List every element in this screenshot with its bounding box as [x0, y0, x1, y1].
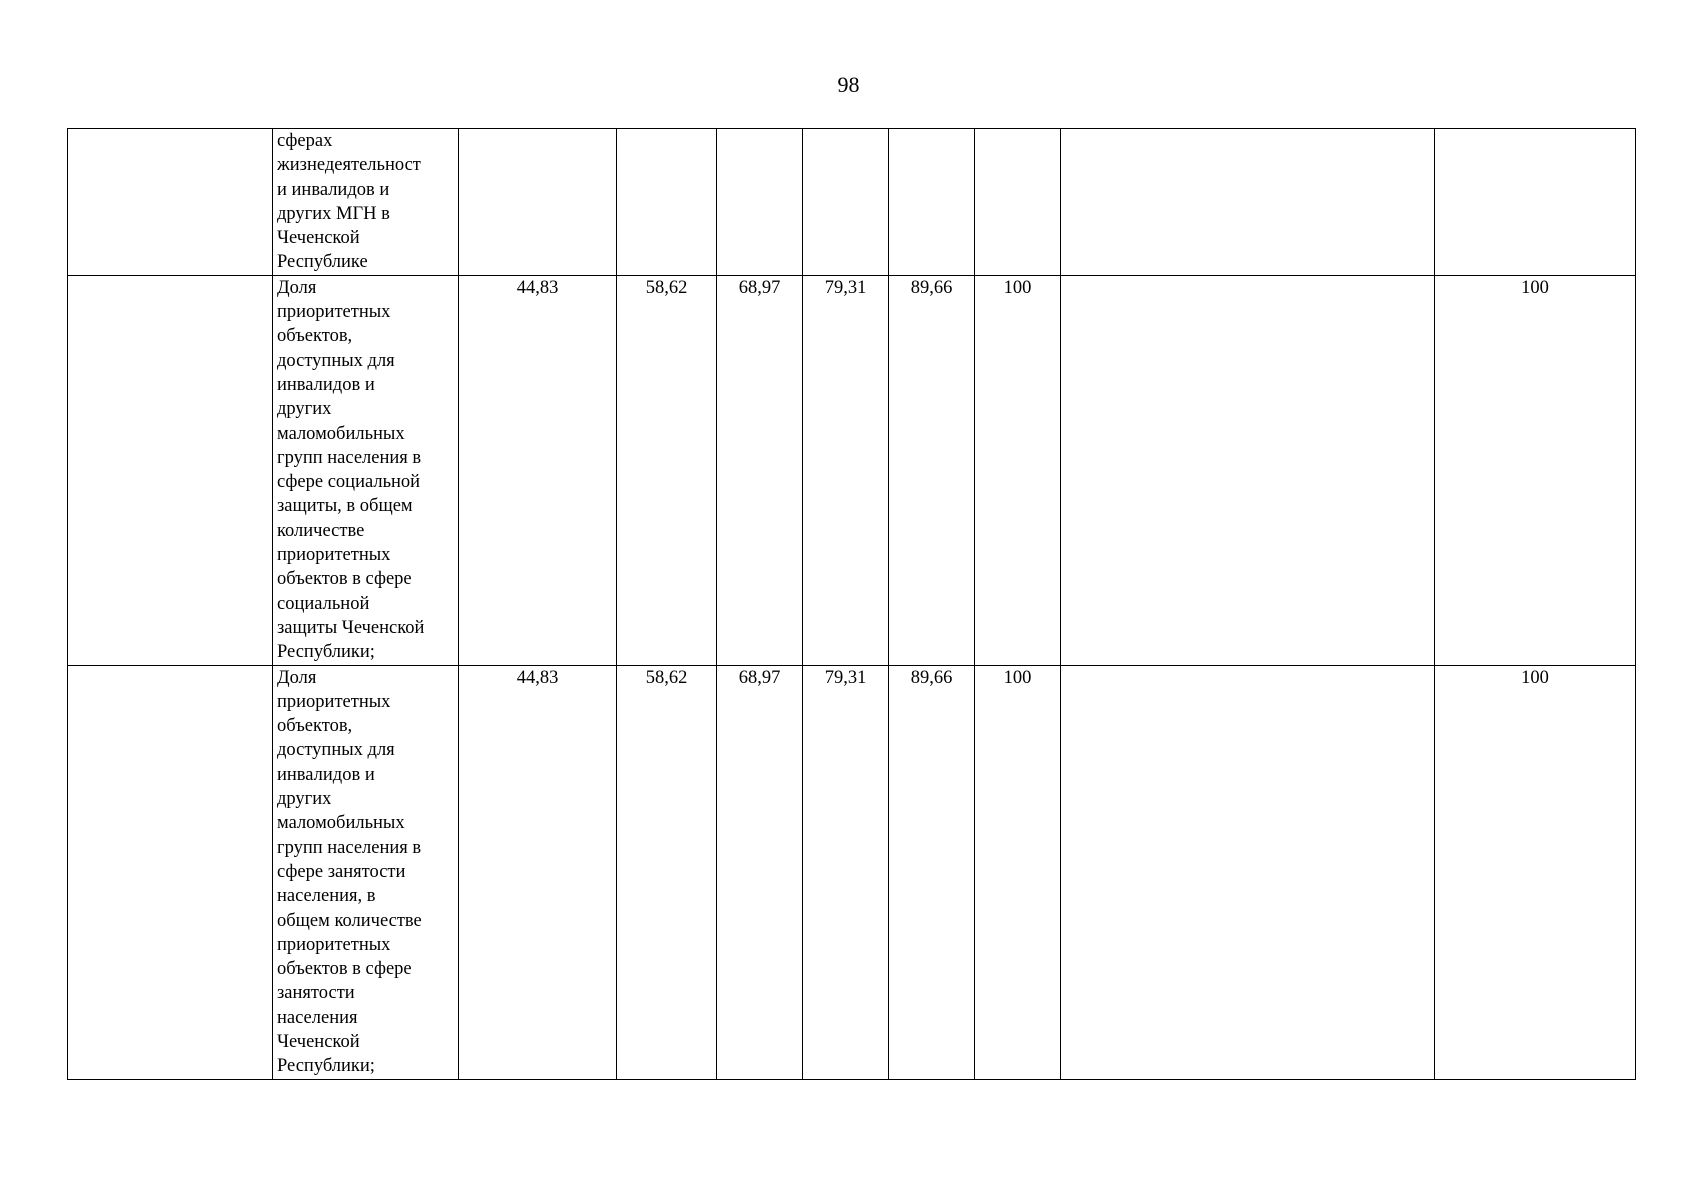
final-value-cell [1435, 129, 1636, 276]
indicator-description: Доля приоритетных объектов, доступных для инвалидов и других маломобильных групп населения в сфере занятости населения, в общем количестве приоритетных объектов в сфере занятости населения Чеченской Республики; [273, 665, 459, 1079]
value-cell [975, 129, 1061, 276]
table-row [68, 665, 1636, 1079]
value-cell: 68,97 [717, 275, 803, 665]
page-number: 98 [837, 72, 860, 97]
table-cell-col9 [1061, 129, 1435, 276]
value-cell [617, 129, 717, 276]
table-row [68, 129, 1636, 276]
value-cell: 100 [975, 275, 1061, 665]
indicator-description: Доля приоритетных объектов, доступных для инвалидов и других маломобильных групп населения в сфере социальной защиты, в общем количестве приоритетных объектов в сфере социальной защиты Чеченской Республики; [273, 275, 459, 665]
value-cell: 58,62 [617, 665, 717, 1079]
final-value-cell: 100 [1435, 275, 1636, 665]
indicator-description: сферах жизнедеятельност и инвалидов и других МГН в Чеченской Республике [273, 129, 459, 276]
value-cell [459, 129, 617, 276]
value-cell: 100 [975, 665, 1061, 1079]
value-cell: 44,83 [459, 665, 617, 1079]
value-cell: 79,31 [803, 275, 889, 665]
table-cell-col1 [68, 665, 273, 1079]
table-cell-col9 [1061, 665, 1435, 1079]
value-cell [803, 129, 889, 276]
value-cell: 44,83 [459, 275, 617, 665]
table-cell-col1 [68, 275, 273, 665]
value-cell: 79,31 [803, 665, 889, 1079]
indicators-table [67, 128, 1636, 1080]
table-cell-col1 [68, 129, 273, 276]
table-row [68, 275, 1636, 665]
value-cell: 58,62 [617, 275, 717, 665]
value-cell: 68,97 [717, 665, 803, 1079]
value-cell [717, 129, 803, 276]
value-cell [889, 129, 975, 276]
table-cell-col9 [1061, 275, 1435, 665]
final-value-cell: 100 [1435, 665, 1636, 1079]
value-cell: 89,66 [889, 275, 975, 665]
value-cell: 89,66 [889, 665, 975, 1079]
